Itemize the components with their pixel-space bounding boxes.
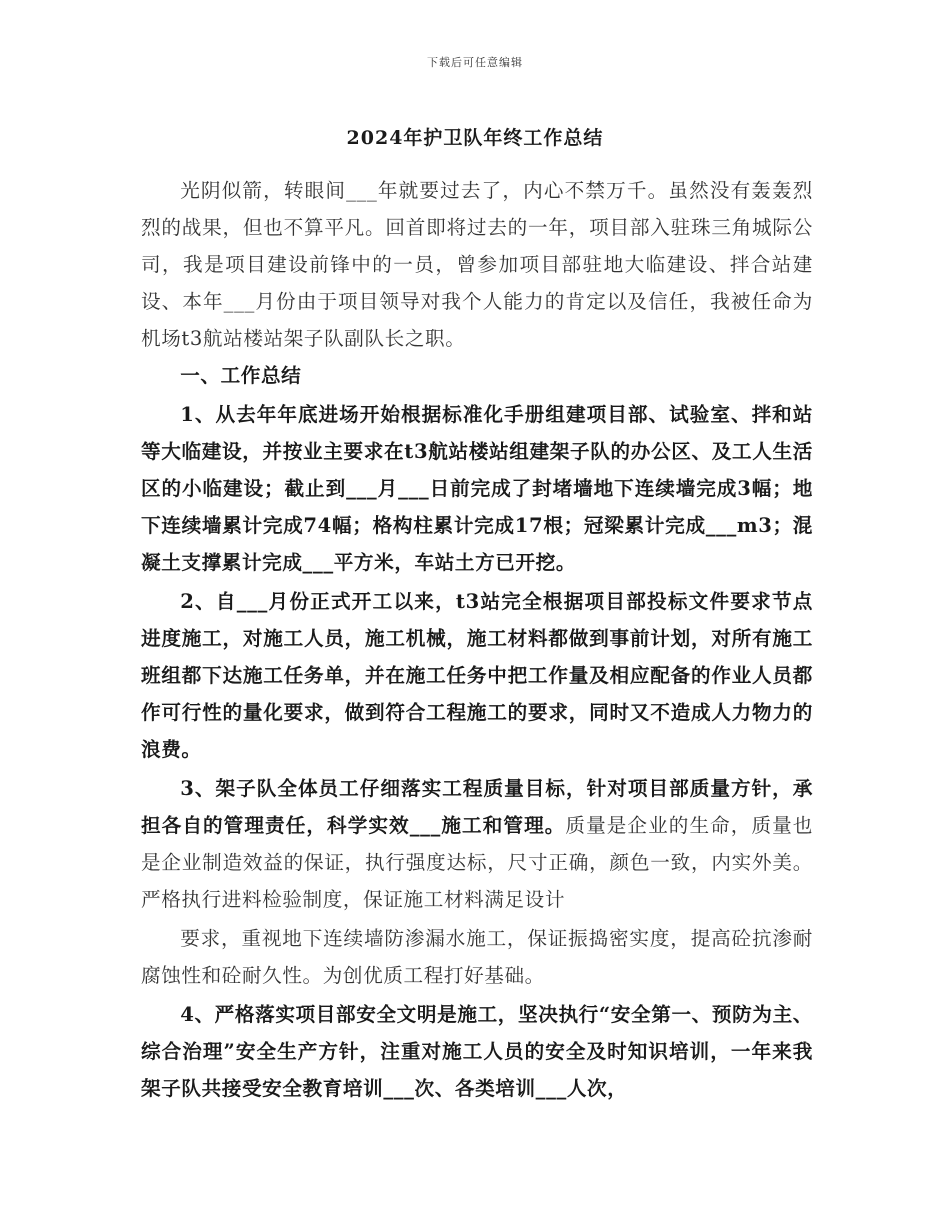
paragraph-item-4: 4、严格落实项目部安全文明是施工，坚决执行“安全第一、预防为主、综合治理”安全生产方针，注重对施工人员的安全及时知识培训，一年来我架子队共接受安全教育培训___次、各类培训___人次，	[141, 1003, 813, 1100]
paragraph-item-3-normal: 质量是企业的生命，质量也是企业制造效益的保证，执行强度达标，尺寸正确，颜色一致，内实外美。严格执行进料检验制度，保证施工材料满足设计	[141, 814, 813, 911]
header-note: 下载后可任意编辑	[427, 56, 523, 69]
paragraph-item-3-bold: 3、架子队全体员工仔细落实工程质量目标，针对项目部质量方针，承担各自的管理责任，科学实效___施工和管理。	[141, 777, 813, 837]
paragraph-item-1: 1、从去年年底进场开始根据标准化手册组建项目部、试验室、拌和站等大临建设，并按业主要求在t3航站楼站组建架子队的办公区、及工人生活区的小临建设；截止到___月___日前完成了封堵墙地下连续墙完成3幅；地下连续墙累计完成74幅；格构柱累计完成17根；冠梁累计完成___m3；混凝土支撑累计完成___平方米，车站土方已开挖。	[141, 403, 813, 574]
document-body	[141, 172, 813, 1107]
document-title: 2024年护卫队年终工作总结	[346, 127, 604, 149]
section-heading-work-summary: 一、工作总结	[180, 364, 302, 387]
paragraph-item-3	[141, 770, 813, 918]
paragraph-item-2: 2、自___月份正式开工以来，t3站完全根据项目部投标文件要求节点进度施工，对施工人员，施工机械，施工材料都做到事前计划，对所有施工班组都下达施工任务单，并在施工任务中把工作量及相应配备的作业人员都作可行性的量化要求，做到符合工程施工的要求，同时又不造成人力物力的浪费。	[141, 590, 813, 761]
paragraph-item-3-continued: 要求，重视地下连续墙防渗漏水施工，保证振捣密实度，提高砼抗渗耐腐蚀性和砼耐久性。为创优质工程打好基础。	[141, 927, 813, 987]
paragraph-intro: 光阴似箭，转眼间___年就要过去了，内心不禁万千。虽然没有轰轰烈烈的战果，但也不算平凡。回首即将过去的一年，项目部入驻珠三角城际公司，我是项目建设前锋中的一员，曾参加项目部驻地大临建设、拌合站建设、本年___月份由于项目领导对我个人能力的肯定以及信任，我被任命为机场t3航站楼站架子队副队长之职。	[141, 179, 813, 350]
